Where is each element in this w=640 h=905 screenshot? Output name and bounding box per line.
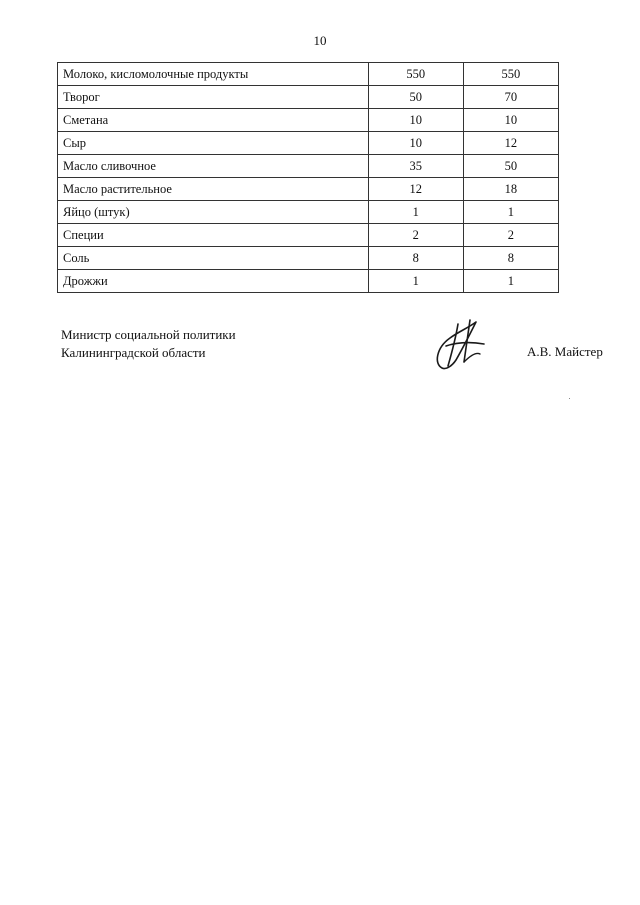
product-name-cell: Специи bbox=[58, 224, 369, 247]
value-cell-1: 8 bbox=[368, 247, 463, 270]
table-row bbox=[58, 178, 559, 201]
signatory-title bbox=[61, 326, 236, 362]
value-cell-2: 18 bbox=[463, 178, 558, 201]
table-row bbox=[58, 63, 559, 86]
value-cell-1: 1 bbox=[368, 270, 463, 293]
value-cell-2: 2 bbox=[463, 224, 558, 247]
value-cell-1: 1 bbox=[368, 201, 463, 224]
product-name-cell: Яйцо (штук) bbox=[58, 201, 369, 224]
value-cell-1: 35 bbox=[368, 155, 463, 178]
product-name-cell: Творог bbox=[58, 86, 369, 109]
value-cell-1: 550 bbox=[368, 63, 463, 86]
table-row bbox=[58, 155, 559, 178]
product-name-cell: Масло сливочное bbox=[58, 155, 369, 178]
value-cell-1: 10 bbox=[368, 109, 463, 132]
table-row bbox=[58, 86, 559, 109]
value-cell-1: 50 bbox=[368, 86, 463, 109]
product-name-cell: Молоко, кисломолочные продукты bbox=[58, 63, 369, 86]
value-cell-1: 2 bbox=[368, 224, 463, 247]
product-name-cell: Соль bbox=[58, 247, 369, 270]
value-cell-2: 8 bbox=[463, 247, 558, 270]
value-cell-2: 70 bbox=[463, 86, 558, 109]
signatory-title-line-2: Калининградской области bbox=[61, 345, 206, 360]
value-cell-1: 10 bbox=[368, 132, 463, 155]
table-row bbox=[58, 270, 559, 293]
product-name-cell: Сметана bbox=[58, 109, 369, 132]
table-row bbox=[58, 109, 559, 132]
value-cell-2: 12 bbox=[463, 132, 558, 155]
products-table bbox=[57, 62, 559, 293]
value-cell-2: 1 bbox=[463, 270, 558, 293]
table-row bbox=[58, 201, 559, 224]
value-cell-2: 50 bbox=[463, 155, 558, 178]
product-name-cell: Сыр bbox=[58, 132, 369, 155]
scan-speck bbox=[569, 398, 570, 399]
signatory-title-line-1: Министр социальной политики bbox=[61, 327, 236, 342]
value-cell-2: 10 bbox=[463, 109, 558, 132]
table-row bbox=[58, 247, 559, 270]
value-cell-2: 550 bbox=[463, 63, 558, 86]
value-cell-2: 1 bbox=[463, 201, 558, 224]
table-row bbox=[58, 224, 559, 247]
product-name-cell: Дрожжи bbox=[58, 270, 369, 293]
page-number: 10 bbox=[313, 33, 327, 48]
value-cell-1: 12 bbox=[368, 178, 463, 201]
product-name-cell: Масло растительное bbox=[58, 178, 369, 201]
table-row bbox=[58, 132, 559, 155]
handwritten-signature bbox=[428, 312, 488, 374]
signer-name: А.В. Майстер bbox=[527, 344, 603, 359]
